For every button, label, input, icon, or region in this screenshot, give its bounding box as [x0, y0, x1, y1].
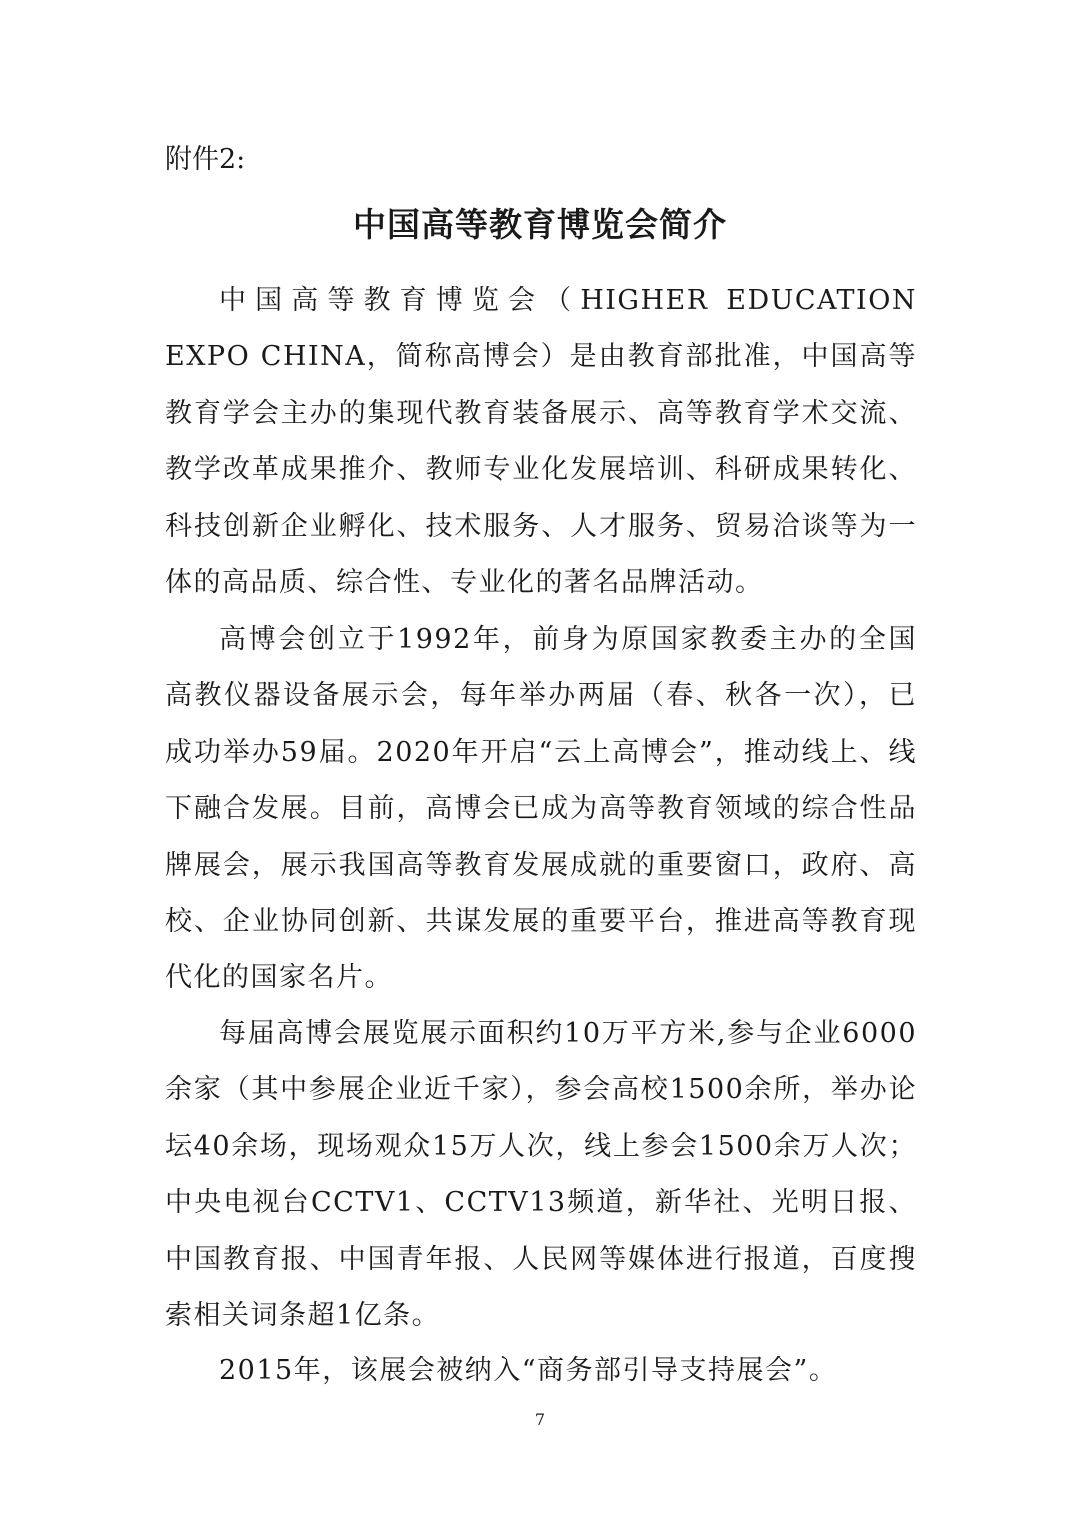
paragraph-intro: 中国高等教育博览会（HIGHER EDUCATION EXPO CHINA，简称高博会）是由教育部批准，中国高等教育学会主办的集现代教育装备展示、高等教育学术交流、教学改革成果推介、教师专业化发展培训、科研成果转化、科技创新企业孵化、技术服务、人才服务、贸易洽谈等为一体的高品质、综合性、专业化的著名品牌活动。	[165, 285, 917, 599]
paragraph-recognition: 2015年，该展会被纳入“商务部引导支持展会”。	[219, 1355, 838, 1386]
attachment-label: 附件2:	[165, 144, 246, 175]
page-number: 7	[534, 1410, 546, 1429]
document-title: 中国高等教育博览会简介	[353, 205, 727, 244]
paragraph-scale: 每届高博会展览展示面积约10万平方米,参与企业6000余家（其中参展企业近千家），参会高校1500余所，举办论坛40余场，现场观众15万人次，线上参会1500余万人次；中央电视台CCTV1、CCTV13频道，新华社、光明日报、中国教育报、中国青年报、人民网等媒体进行报道，百度搜索相关词条超1亿条。	[165, 1018, 917, 1332]
paragraph-history: 高博会创立于1992年，前身为原国家教委主办的全国高教仪器设备展示会，每年举办两届（春、秋各一次），已成功举办59届。2020年开启“云上高博会”，推动线上、线下融合发展。目前，高博会已成为高等教育领域的综合性品牌展会，展示我国高等教育发展成就的重要窗口，政府、高校、企业协同创新、共谋发展的重要平台，推进高等教育现代化的国家名片。	[165, 624, 917, 994]
